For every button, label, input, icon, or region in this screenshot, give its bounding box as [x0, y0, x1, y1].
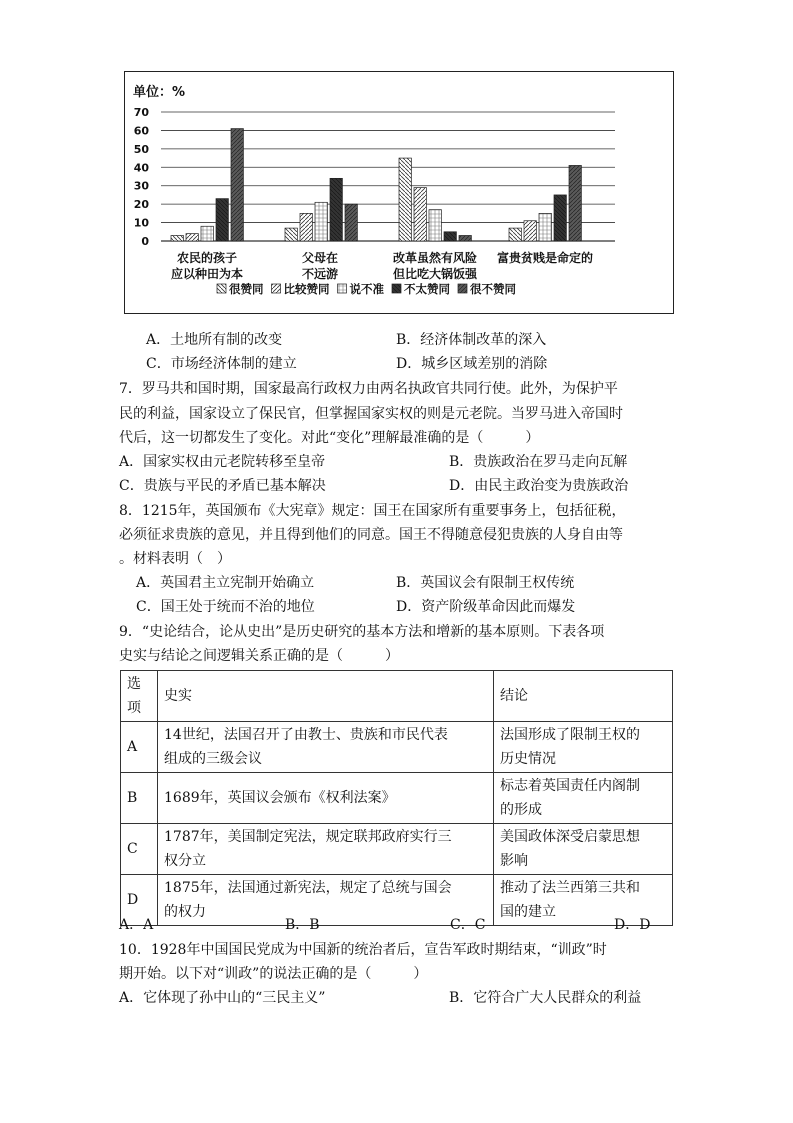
- q7-option-a[interactable]: A．国家实权由元老院转移至皇帝: [119, 454, 326, 470]
- q9-option-a[interactable]: A．A: [119, 917, 154, 933]
- q8-option-b[interactable]: B．英国议会有限制王权传统: [396, 575, 575, 591]
- q7-option-b[interactable]: B．贵族政治在罗马走向瓦解: [449, 454, 628, 470]
- q8-option-c[interactable]: C．国王处于统而不治的地位: [136, 599, 315, 615]
- category-label: 农民的孩子: [176, 251, 238, 265]
- q7-option-c[interactable]: C．贵族与平民的矛盾已基本解决: [119, 478, 326, 494]
- survey-bar-chart: [124, 71, 674, 314]
- bar-很赞同: [399, 158, 411, 241]
- q8-stem-line1: 8．1215年，英国颁布《大宪章》规定：国王在国家所有重要事务上，包括征税，: [119, 503, 626, 519]
- bar-很不赞同: [569, 165, 581, 241]
- table-header-row: [121, 671, 673, 722]
- q10-stem-line1: 10．1928年中国国民党成为中国新的统治者后，宣告军政时期结束，“训政”时: [119, 942, 607, 958]
- y-tick-label: 50: [133, 142, 149, 156]
- category-label: 富贵贫贱是命定的: [496, 251, 594, 265]
- row-conclusion: 法国形成了限制王权的 历史情况: [494, 722, 673, 773]
- legend-label: 说不准: [349, 282, 384, 296]
- q10-option-a[interactable]: A．它体现了孙中山的“三民主义”: [119, 990, 326, 1006]
- y-tick-label: 30: [133, 179, 149, 193]
- legend-label: 不太赞同: [404, 282, 450, 296]
- bar-很赞同: [171, 235, 183, 241]
- bar-比较赞同: [524, 221, 536, 241]
- bar-比较赞同: [186, 234, 198, 241]
- y-tick-label: 70: [133, 106, 149, 119]
- table-row: [121, 875, 673, 926]
- legend-swatch: [458, 284, 467, 293]
- row-fact: 1689年，英国议会颁布《权利法案》: [158, 773, 494, 824]
- row-option: B: [121, 773, 158, 824]
- y-tick-label: 0: [141, 235, 149, 248]
- chart-unit-label: 单位：%: [133, 85, 186, 100]
- q8-stem-line2: 必须征求贵族的意见，并且得到他们的同意。国王不得随意侵犯贵族的人身自由等: [119, 527, 623, 543]
- row-option: C: [121, 824, 158, 875]
- header-option: 选 项: [121, 671, 158, 722]
- row-fact: 1875年，法国通过新宪法，规定了总统与国会 的权力: [158, 875, 494, 926]
- chart-canvas: [125, 72, 673, 313]
- q7-stem-line2: 民的利益，国家设立了保民官，但掌握国家实权的则是元老院。当罗马进入帝国时: [119, 406, 623, 422]
- bar-不太赞同: [330, 178, 342, 241]
- q6-option-d[interactable]: D．城乡区域差别的消除: [396, 356, 548, 372]
- q9-table: [120, 670, 673, 926]
- y-tick-label: 20: [133, 198, 149, 212]
- legend-label: 很赞同: [229, 282, 264, 296]
- legend-label: 很不赞同: [470, 282, 516, 296]
- q9-option-b[interactable]: B．B: [285, 917, 320, 933]
- row-fact: 14世纪，法国召开了由教士、贵族和市民代表 组成的三级会议: [158, 722, 494, 773]
- y-tick-label: 10: [133, 216, 149, 230]
- q6-option-c[interactable]: C．市场经济体制的建立: [146, 356, 297, 372]
- y-tick-label: 40: [133, 161, 149, 175]
- bar-很不赞同: [345, 204, 357, 241]
- bar-很赞同: [509, 228, 521, 241]
- bar-比较赞同: [300, 213, 312, 241]
- q8-option-d[interactable]: D．资产阶级革命因此而爆发: [396, 599, 576, 615]
- q9-option-d[interactable]: D．D: [614, 917, 651, 933]
- row-conclusion: 推动了法兰西第三共和 国的建立: [494, 875, 673, 926]
- q7-option-d[interactable]: D．由民主政治变为贵族政治: [449, 478, 629, 494]
- bar-很不赞同: [231, 129, 243, 241]
- row-fact: 1787年，美国制定宪法，规定联邦政府实行三 权分立: [158, 824, 494, 875]
- category-label: 父母在: [301, 251, 339, 265]
- row-option: D: [121, 875, 158, 926]
- q10-stem-line2: 期开始。以下对“训政”的说法正确的是（ ）: [119, 966, 428, 982]
- bar-很不赞同: [459, 235, 471, 241]
- bar-说不准: [315, 202, 327, 241]
- q9-stem-line2: 史实与结论之间逻辑关系正确的是（ ）: [119, 648, 399, 664]
- legend-swatch: [338, 284, 347, 293]
- category-label: 改革虽然有风险: [392, 251, 478, 265]
- row-conclusion: 美国政体深受启蒙思想 影响: [494, 824, 673, 875]
- category-label: 应以种田为本: [170, 267, 244, 281]
- table-row: [121, 824, 673, 875]
- q8-stem-line3: 。材料表明（ ）: [119, 551, 231, 567]
- bar-不太赞同: [554, 195, 566, 241]
- row-option: A: [121, 722, 158, 773]
- header-fact: 史实: [158, 671, 494, 722]
- q6-option-b[interactable]: B．经济体制改革的深入: [396, 332, 547, 348]
- legend-swatch: [272, 284, 281, 293]
- legend-swatch: [392, 284, 401, 293]
- category-label: 不远游: [301, 267, 339, 281]
- bar-不太赞同: [444, 232, 456, 241]
- bar-说不准: [539, 213, 551, 241]
- table-row: [121, 773, 673, 824]
- q7-stem-line1: 7．罗马共和国时期，国家最高行政权力由两名执政官共同行使。此外，为保护平: [119, 381, 618, 397]
- bar-说不准: [429, 210, 441, 241]
- q10-option-b[interactable]: B．它符合广大人民群众的利益: [449, 990, 642, 1006]
- q9-stem-line1: 9．“史论结合，论从史出”是历史研究的基本方法和增新的基本原则。下表各项: [119, 624, 605, 640]
- y-tick-label: 60: [133, 124, 149, 138]
- q6-option-a[interactable]: A．土地所有制的改变: [146, 332, 283, 348]
- q7-stem-line3: 代后，这一切都发生了变化。对此“变化”理解最准确的是（ ）: [119, 430, 540, 446]
- q8-option-a[interactable]: A．英国君主立宪制开始确立: [136, 575, 315, 591]
- category-label: 但比吃大锅饭强: [392, 267, 478, 281]
- bar-说不准: [201, 226, 213, 241]
- table-row: [121, 722, 673, 773]
- bar-比较赞同: [414, 188, 426, 241]
- bar-不太赞同: [216, 199, 228, 241]
- legend-label: 比较赞同: [283, 282, 330, 296]
- q9-option-c[interactable]: C．C: [450, 917, 486, 933]
- row-conclusion: 标志着英国责任内阁制 的形成: [494, 773, 673, 824]
- legend-swatch: [217, 284, 226, 293]
- header-conclusion: 结论: [494, 671, 673, 722]
- bar-很赞同: [285, 228, 297, 241]
